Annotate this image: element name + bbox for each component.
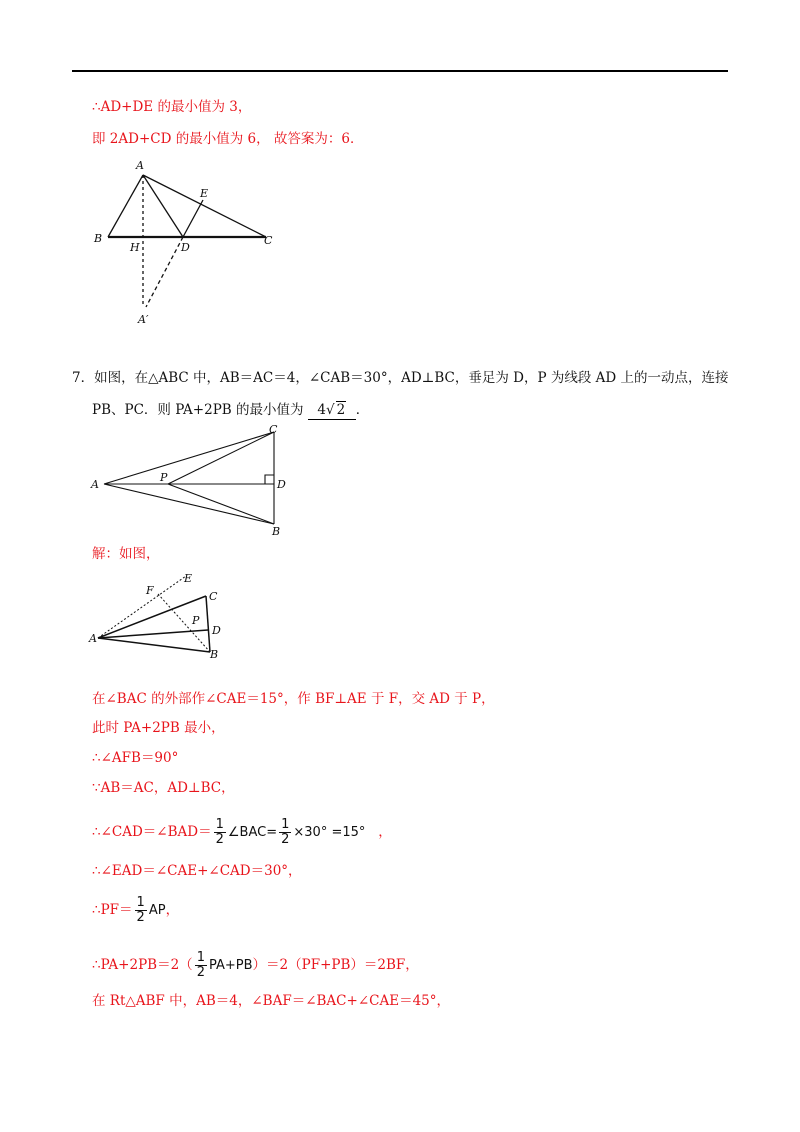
- solution-label: 解：如图，: [92, 546, 160, 562]
- fig1-label-D: D: [181, 241, 190, 254]
- fig3-label-B: B: [210, 648, 219, 661]
- question-7-line-2: [92, 401, 369, 420]
- fig3-label-A: A: [89, 632, 97, 645]
- answer-radicand: 2: [336, 402, 346, 418]
- reasoning-line-9: 在 Rt△ABF 中，AB＝4，∠BAF＝∠BAC+∠CAE＝45°，: [92, 993, 450, 1009]
- question-7-text: 如图，在△ABC 中，AB＝AC＝4，∠CAB＝30°，AD⊥BC，垂足为 D，P 为线段 AD 上的一动点，连接: [94, 370, 729, 386]
- reasoning-line-4: ∵AB＝AC，AD⊥BC，: [92, 780, 235, 796]
- fig2-label-B: B: [272, 525, 281, 538]
- question-number: 7．: [72, 370, 95, 386]
- reasoning-line-1: 在∠BAC 的外部作∠CAE＝15°，作 BF⊥AE 于 F，交 AD 于 P，: [92, 691, 495, 707]
- sqrt-icon: √: [325, 402, 335, 418]
- question-7-text-2: PB、PC．则 PA+2PB 的最小值为: [92, 402, 304, 418]
- math-pa-pb: PA+PB: [208, 958, 253, 973]
- reasoning-line-8: [92, 948, 419, 983]
- fig1-label-E: E: [200, 187, 209, 200]
- answer-blank: [308, 401, 356, 420]
- comma: ，: [378, 824, 392, 840]
- header-rule: [72, 70, 728, 72]
- figure-1-triangle: [88, 155, 288, 330]
- figure-2-triangle: [88, 424, 298, 539]
- solution-line-2: 即 2AD+CD 的最小值为 6， 故答案为：6．: [92, 131, 364, 147]
- fraction-half-2: $\frac{1}{2}$: [281, 817, 290, 847]
- fig3-label-D: D: [212, 624, 221, 637]
- math-times-30: ×30° =15°: [293, 825, 366, 840]
- fig1-label-H: H: [130, 241, 140, 254]
- reasoning-8-text: ∴PA+2PB＝2（: [92, 957, 193, 973]
- fig2-label-A: A: [91, 478, 99, 491]
- reasoning-8-tail: ）＝2（PF+PB）＝2BF，: [252, 957, 419, 973]
- answer-coefficient: 4: [317, 402, 326, 418]
- reasoning-line-6: ∴∠EAD＝∠CAE+∠CAD＝30°，: [92, 863, 302, 879]
- reasoning-line-5: [92, 815, 392, 850]
- reasoning-5-text: ∴∠CAD＝∠BAD＝: [92, 824, 212, 840]
- fig1-label-A: A: [136, 159, 144, 172]
- fig1-label-B: B: [94, 232, 103, 245]
- fraction-half: $\frac{1}{2}$: [215, 817, 224, 847]
- math-angle-bac: ∠BAC=: [227, 825, 278, 840]
- reasoning-7-text: ∴PF＝: [92, 902, 133, 918]
- solution-line-1: ∴AD+DE 的最小值为 3，: [92, 99, 252, 115]
- reasoning-line-3: ∴∠AFB＝90°: [92, 750, 179, 766]
- math-ap: AP: [148, 903, 166, 918]
- figure-3-construction: [88, 568, 248, 663]
- fig3-label-C: C: [209, 590, 218, 603]
- reasoning-line-2: 此时 PA+2PB 最小，: [92, 720, 225, 736]
- question-7-end: ．: [355, 402, 370, 418]
- fig2-label-D: D: [277, 478, 286, 491]
- question-7-line-1: [72, 369, 729, 387]
- comma-2: ，: [165, 902, 180, 918]
- fig1-label-A-prime: A′: [138, 313, 149, 326]
- fig3-label-E: E: [184, 572, 193, 585]
- fig3-label-P: P: [192, 614, 200, 627]
- fig2-label-P: P: [160, 471, 168, 484]
- fraction-half-4: $\frac{1}{2}$: [196, 950, 205, 980]
- fig1-label-C: C: [264, 234, 273, 247]
- reasoning-line-7: [92, 893, 179, 928]
- fig3-label-F: F: [146, 584, 154, 597]
- fig2-label-C: C: [269, 424, 278, 436]
- fraction-half-3: $\frac{1}{2}$: [136, 895, 145, 925]
